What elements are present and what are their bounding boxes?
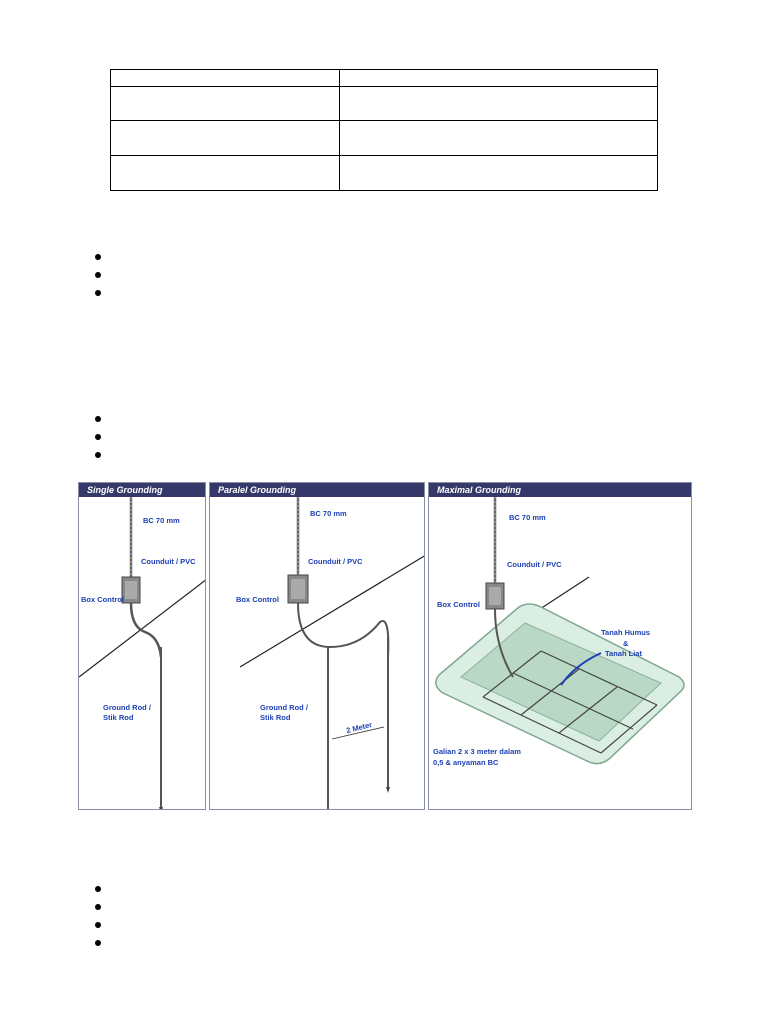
conduit-label: Counduit / PVC — [308, 557, 363, 566]
soil-label-line2: & — [623, 639, 629, 648]
table-row — [111, 70, 658, 87]
ground-rod-label: Ground Rod / — [103, 703, 151, 712]
panel-title: Maximal Grounding — [429, 483, 691, 497]
table-row — [111, 87, 658, 121]
soil-label-line1: Tanah Humus — [601, 628, 651, 637]
table-cell — [111, 87, 340, 121]
table-row — [111, 121, 658, 156]
info-table — [110, 69, 658, 191]
panel-title: Single Grounding — [79, 483, 205, 497]
bc-label: BC 70 mm — [310, 509, 347, 518]
ground-rod-label: Ground Rod / — [260, 703, 308, 712]
pit-label-line2: 0,5 & anyaman BC — [433, 758, 499, 767]
table-cell — [111, 70, 340, 87]
single-grounding-panel — [78, 482, 206, 810]
paralel-grounding-panel — [209, 482, 425, 810]
table-cell — [340, 87, 658, 121]
table-cell — [111, 156, 340, 191]
pit-label-line1: Galian 2 x 3 meter dalam — [433, 747, 521, 756]
stik-rod-label: Stik Rod — [103, 713, 134, 722]
soil-label-line3: Tanah Liat — [605, 649, 642, 658]
bc-label: BC 70 mm — [143, 516, 180, 525]
table-cell — [340, 121, 658, 156]
box-control-label: Box Control — [236, 595, 279, 604]
table-cell — [111, 121, 340, 156]
stik-rod-label: Stik Rod — [260, 713, 291, 722]
conduit-label: Counduit / PVC — [507, 560, 562, 569]
table-cell — [340, 156, 658, 191]
table-cell — [340, 70, 658, 87]
single-grounding-illustration — [79, 497, 206, 810]
table-row — [111, 156, 658, 191]
panel-title: Paralel Grounding — [210, 483, 424, 497]
distance-label: 2 Meter — [345, 719, 373, 736]
bc-label: BC 70 mm — [509, 513, 546, 522]
maximal-grounding-panel — [428, 482, 692, 810]
box-control-label: Box Control — [81, 595, 124, 604]
paralel-grounding-illustration — [210, 497, 425, 810]
conduit-label: Counduit / PVC — [141, 557, 196, 566]
box-control-label: Box Control — [437, 600, 480, 609]
